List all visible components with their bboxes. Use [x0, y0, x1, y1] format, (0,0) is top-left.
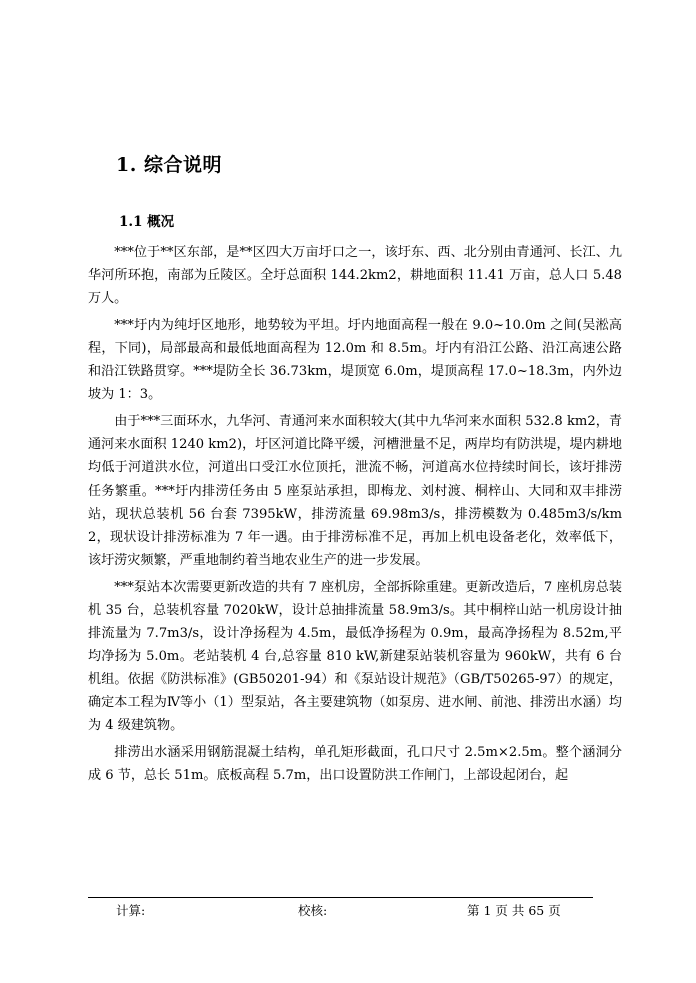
paragraph: ***圩内为纯圩区地形，地势较为平坦。圩内地面高程一般在 9.0~10.0m 之间(吴淞高程，下同)，局部最高和最低地面高程为 12.0m 和 8.5m。圩内有沿江公路、沿江高速公路和沿江铁路贯穿。***堤防全长 36.73km，堤顶宽 6.0m，堤顶高程 17.0~18.3m，内外边坡为 1：3。 — [88, 318, 622, 403]
paragraph: ***位于**区东部，是**区四大万亩圩口之一，该圩东、西、北分别由青通河、长江、九华河所环抱，南部为丘陵区。全圩总面积 144.2km2，耕地面积 11.41 万亩，总人口 5.48 万人。 — [88, 245, 622, 307]
section-heading: 1. 综合说明 — [116, 154, 222, 176]
footer-divider — [88, 897, 593, 898]
paragraph: 排涝出水涵采用钢筋混凝土结构，单孔矩形截面，孔口尺寸 2.5m×2.5m。整个涵洞分成 6 节，总长 51m。底板高程 5.7m，出口设置防洪工作闸门，上部设起闭台，起 — [88, 745, 622, 784]
subsection-heading: 1.1 概况 — [119, 214, 175, 230]
footer-check-label: 校核: — [298, 903, 328, 918]
body-text — [88, 241, 622, 787]
paragraph: ***泵站本次需要更新改造的共有 7 座机房，全部拆除重建。更新改造后，7 座机房总装机 35 台，总装机容量 7020kW，设计总抽排流量 58.9m3/s。其中桐梓山站一机房设计抽排流量为 7.7m3/s，设计净扬程为 4.5m，最低净扬程为 0.9m，最高净扬程为 8.52m,平均净扬为 5.0m。老站装机 4 台,总容量 810 kW,新建泵站装机容量为 960kW，共有 6 台机组。依据《防洪标准》(GB50201-94）和《泵站设计规范》（GB/T50265-97）的规定，确定本工程为Ⅳ等小（1）型泵站，各主要建筑物（如泵房、进水闸、前池、排涝出水涵）均为 4 级建筑物。 — [88, 579, 622, 734]
page-number: 第 1 页 共 65 页 — [467, 903, 561, 918]
paragraph: 由于***三面环水，九华河、青通河来水面积较大(其中九华河来水面积 532.8 km2，青通河来水面积 1240 km2)，圩区河道比降平缓，河槽泄量不足，两岸均有防洪堤，堤内耕地均低于河道洪水位，河道出口受江水位顶托，泄流不畅，河道高水位持续时间长，该圩排涝任务繁重。***圩内排涝任务由 5 座泵站承担，即梅龙、刘村渡、桐梓山、大同和双丰排涝站，现状总装机 56 台套 7395kW，排涝流量 69.98m3/s，排涝模数为 0.485m3/s/km2，现状设计排涝标准为 7 年一遇。由于排涝标准不足，再加上机电设备老化，效率低下，该圩涝灾频繁，严重地制约着当地农业生产的进一步发展。 — [88, 414, 622, 568]
footer-calc-label: 计算: — [116, 903, 146, 918]
